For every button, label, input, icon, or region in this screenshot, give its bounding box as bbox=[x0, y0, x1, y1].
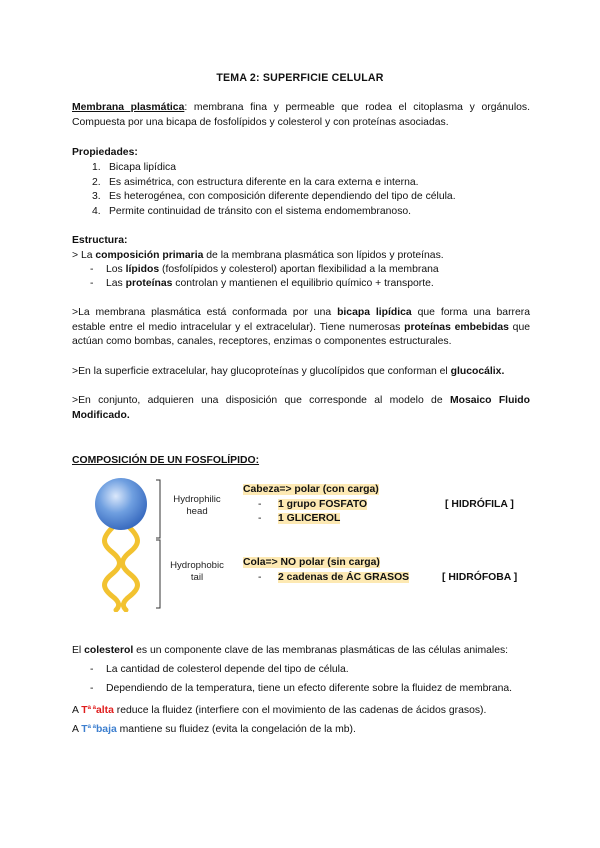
propiedades-heading: Propiedades: bbox=[72, 147, 138, 158]
glucocalix-paragraph: >En la superficie extracelular, hay glucoproteínas y glucolípidos que conforman el glucocálix. bbox=[72, 366, 505, 377]
list-item: - 1 GLICEROL bbox=[258, 513, 341, 524]
list-item: 3. Es heterogénea, con composición diferente dependiendo del tipo de célula. bbox=[92, 191, 456, 202]
fatty-acid-tail-left bbox=[105, 528, 120, 610]
list-item: - Dependiendo de la temperatura, tiene un efecto diferente sobre la fluidez de membrana. bbox=[90, 683, 513, 694]
mosaico-paragraph: >En conjunto, adquieren una disposición que corresponde al modelo de Mosaico Fluido Modificado. bbox=[72, 395, 530, 421]
hydrophilic-label: Hydrophilic head bbox=[173, 494, 221, 517]
colesterol-paragraph: El colesterol es un componente clave de las membranas plasmáticas de las células animales: bbox=[72, 645, 509, 656]
fosfolipido-heading: COMPOSICIÓN DE UN FOSFOLÍPIDO: bbox=[72, 455, 260, 466]
phospholipid-diagram bbox=[86, 472, 168, 612]
cola-line: Cola=> NO polar (sin carga) bbox=[243, 557, 380, 568]
cabeza-line: Cabeza=> polar (con carga) bbox=[243, 484, 379, 495]
alta-line: A $T^{a a}alta$ reduce la fluidez (interfiere con el movimiento de las cadenas de ácidos grasos). bbox=[72, 705, 487, 716]
list-item: 4. Permite continuidad de tránsito con el sistema endomembranoso. bbox=[92, 205, 412, 217]
list-item: - 1 grupo FOSFATO bbox=[258, 499, 368, 510]
list-item: - Los lípidos (fosfolípidos y colesterol) aportan flexibilidad a la membrana bbox=[90, 264, 439, 275]
estructura-heading: Estructura: bbox=[72, 235, 128, 246]
list-item: 2. Es asimétrica, con estructura diferente en la cara externa e interna. bbox=[92, 176, 419, 188]
membrana-paragraph bbox=[72, 101, 530, 130]
propiedades-list bbox=[92, 161, 456, 219]
bicapa-paragraph: >La membrana plasmática está conformada por una bicapa lipídica que forma una barrera estable entre el medio intracelular y el extracelular). Tiene numerosas proteínas embebidas que actúan como bombas, canales, receptores, enzimas o componentes estructurales. bbox=[72, 307, 531, 347]
hidrofila-label: [ HIDRÓFILA ] bbox=[445, 499, 514, 510]
fatty-acid-tail-right bbox=[123, 528, 138, 610]
phosphate-head bbox=[95, 478, 147, 530]
hidrofoba-label: [ HIDRÓFOBA ] bbox=[442, 572, 518, 583]
estructura-line: > La composición primaria de la membrana plasmática son lípidos y proteínas. bbox=[72, 250, 444, 261]
membrana-term: Membrana plasmática bbox=[72, 102, 185, 113]
membrana-text: : membrana fina y permeable que rodea el citoplasma y orgánulos. Compuesta por una bicapa de fosfolípidos y colesterol y con proteínas asociadas. bbox=[72, 102, 530, 128]
hydrophobic-label: Hydrophobic tail bbox=[170, 560, 224, 583]
list-item: - La cantidad de colesterol depende del tipo de célula. bbox=[90, 664, 349, 675]
baja-line: A $T^{a a}baja$ mantiene su fluidez (evita la congelación de la mb). bbox=[72, 724, 356, 735]
list-item: - Las proteínas controlan y mantienen el equilibrio químico + transporte. bbox=[90, 278, 434, 289]
head-bracket bbox=[156, 480, 160, 538]
list-item: - 2 cadenas de ÁC GRASOS bbox=[258, 572, 410, 583]
page-title: TEMA 2: SUPERFICIE CELULAR bbox=[216, 72, 384, 84]
list-item: 1. Bicapa lipídica bbox=[92, 162, 177, 173]
